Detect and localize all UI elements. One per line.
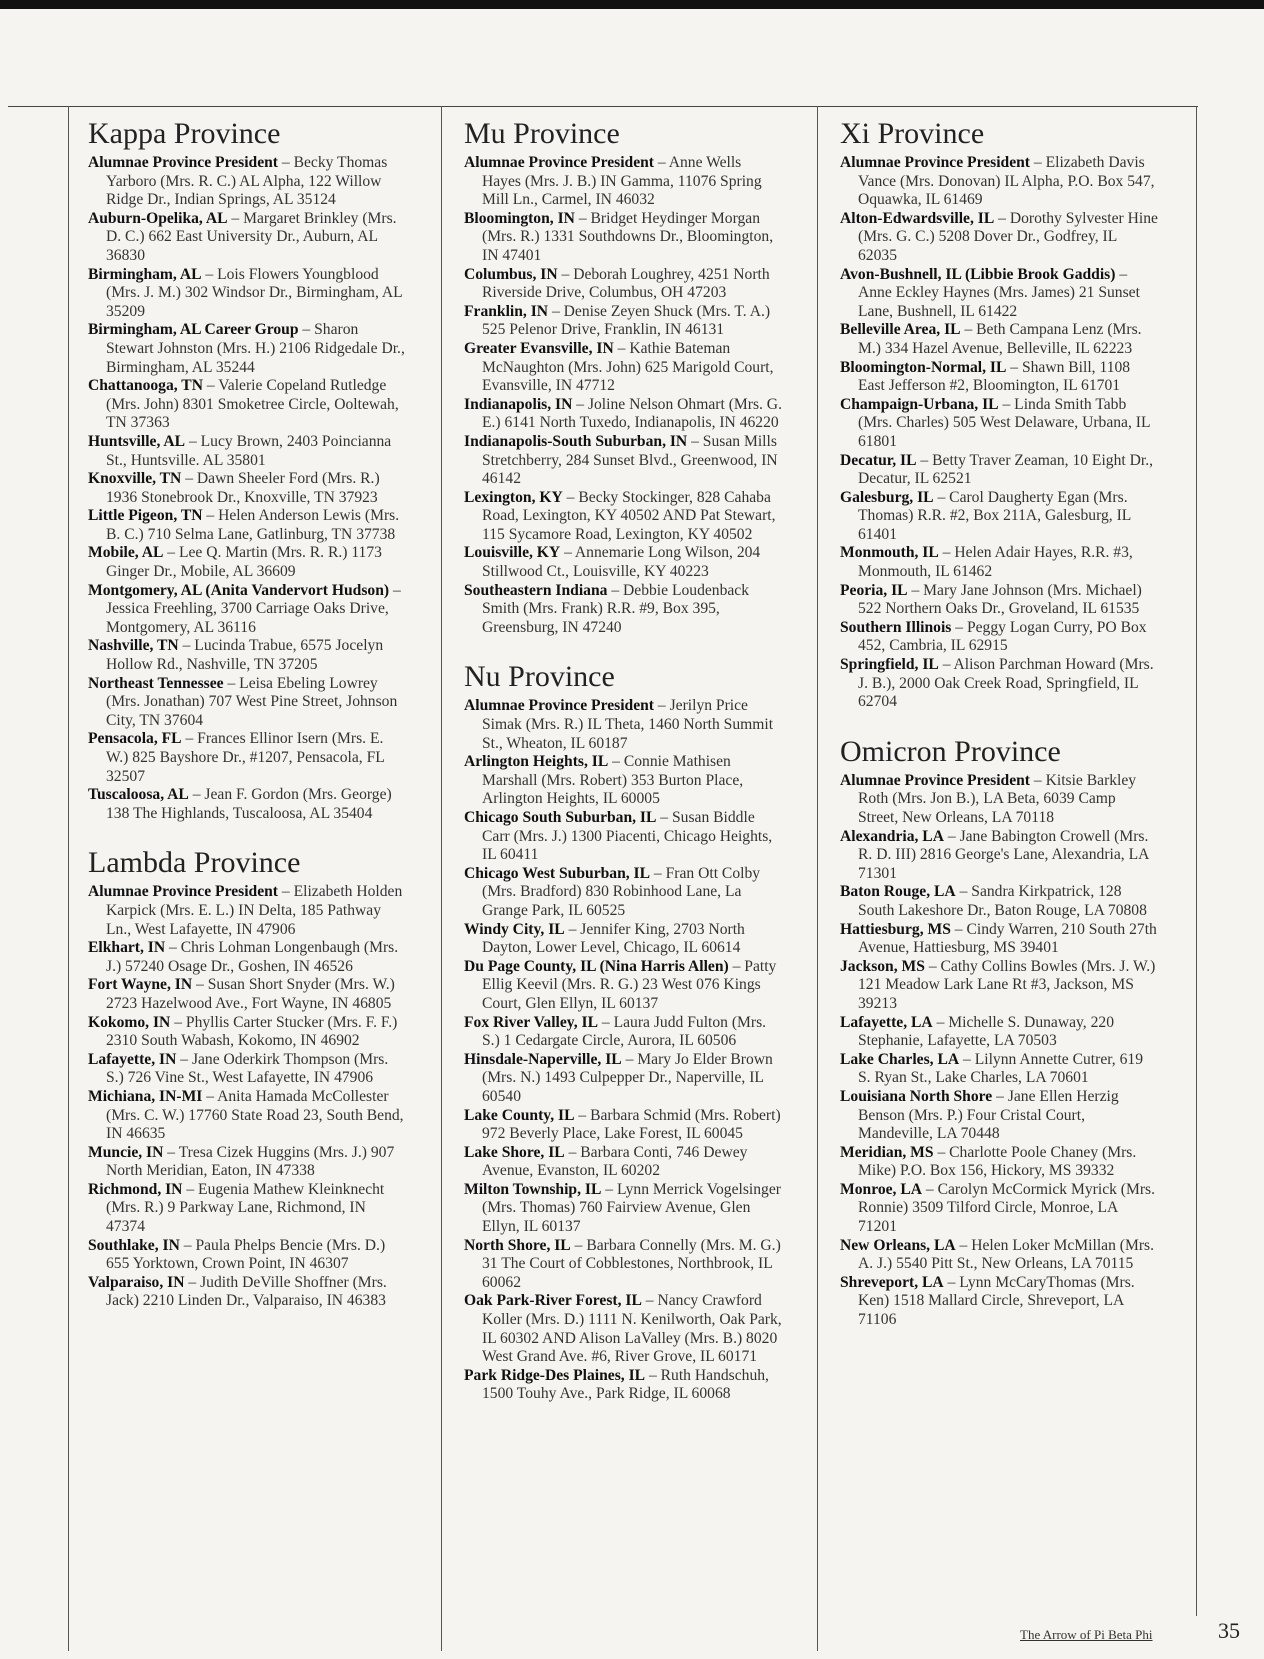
chapter-name: Chattanooga, TN <box>88 377 203 395</box>
province-section <box>464 659 782 1404</box>
chapter-name: Lake Shore, IL <box>464 1143 565 1161</box>
chapter-entry: Park Ridge-Des Plaines, IL – Ruth Handschuh, 1500 Touhy Ave., Park Ridge, IL 60068 <box>464 1366 769 1403</box>
contact-details: Frances Ellinor Isern (Mrs. E. W.) 825 Bayshore Dr., #1207, Pensacola, FL 32507 <box>106 730 385 785</box>
chapter-entry: Avon-Bushnell, IL (Libbie Brook Gaddis) – Anne Eckley Haynes (Mrs. James) 21 Sunset Lane, Bushnell, IL 61422 <box>840 265 1140 320</box>
contact-details: Charlotte Poole Chaney (Mrs. Mike) P.O. Box 156, Hickory, MS 39332 <box>858 1143 1137 1180</box>
header-rule <box>8 106 1198 107</box>
chapter-entry: Louisiana North Shore – Jane Ellen Herzig Benson (Mrs. P.) Four Cristal Court, Mandeville, LA 70448 <box>840 1087 1119 1143</box>
chapter-name: Montgomery, AL (Anita Vandervort Hudson) <box>88 581 390 599</box>
chapter-name: Chicago South Suburban, IL <box>464 809 657 826</box>
contact-details: Deborah Loughrey, 4251 North Riverside Drive, Columbus, OH 47203 <box>482 265 770 302</box>
contact-details: Anita Hamada McCollester (Mrs. C. W.) 17760 State Road 23, South Bend, IN 46635 <box>106 1087 404 1143</box>
chapter-entry: Pensacola, FL – Frances Ellinor Isern (Mrs. E. W.) 825 Bayshore Dr., #1207, Pensacola, FL 32507 <box>88 730 385 785</box>
chapter-entry: Lake County, IL – Barbara Schmid (Mrs. Robert) 972 Beverly Place, Lake Forest, IL 60045 <box>464 1106 781 1143</box>
chapter-entry: Lafayette, LA – Michelle S. Dunaway, 220 Stephanie, Lafayette, LA 70503 <box>840 1013 1114 1050</box>
chapter-name: Baton Rouge, LA <box>840 883 956 901</box>
contact-details: Connie Mathisen Marshall (Mrs. Robert) 353 Burton Place, Arlington Heights, IL 60005 <box>482 753 744 808</box>
chapter-name: Arlington Heights, IL <box>464 753 609 771</box>
chapter-name: Fort Wayne, IN <box>88 976 193 994</box>
chapter-entry: Lake Charles, LA – Lilynn Annette Cutrer, 619 S. Ryan St., Lake Charles, LA 70601 <box>840 1050 1143 1087</box>
chapter-entry: Southlake, IN – Paula Phelps Bencie (Mrs. D.) 655 Yorktown, Crown Point, IN 46307 <box>88 1236 386 1273</box>
chapter-entry: Bloomington, IN – Bridget Heydinger Morgan (Mrs. R.) 1331 Southdowns Dr., Bloomington, IN 47401 <box>464 209 774 264</box>
contact-details: Barbara Schmid (Mrs. Robert) 972 Beverly Place, Lake Forest, IL 60045 <box>482 1106 781 1143</box>
contact-details: Beth Campana Lenz (Mrs. M.) 334 Hazel Avenue, Belleville, IL 62223 <box>858 321 1142 357</box>
contact-details: Barbara Conti, 746 Dewey Avenue, Evanston, IL 60202 <box>482 1143 748 1180</box>
chapter-entry: Chattanooga, TN – Valerie Copeland Rutledge (Mrs. John) 8301 Smoketree Circle, Ooltewah, TN 37363 <box>88 377 399 432</box>
chapter-name: Bloomington-Normal, IL <box>840 358 1007 376</box>
chapter-entry: Decatur, IL – Betty Traver Zeaman, 10 Eight Dr., Decatur, IL 62521 <box>840 451 1154 488</box>
chapter-name: Lake County, IL <box>464 1106 575 1124</box>
chapter-entry: Windy City, IL – Jennifer King, 2703 North Dayton, Lower Level, Chicago, IL 60614 <box>464 920 745 957</box>
contact-details: Cathy Collins Bowles (Mrs. J. W.) 121 Meadow Lark Lane Rt #3, Jackson, MS 39213 <box>858 957 1156 1012</box>
chapter-name: Lafayette, LA <box>840 1013 933 1031</box>
chapter-entry: Lafayette, IN – Jane Oderkirk Thompson (Mrs. S.) 726 Vine St., West Lafayette, IN 47906 <box>88 1050 389 1087</box>
chapter-name: Richmond, IN <box>88 1180 183 1198</box>
chapter-entry: Louisville, KY – Annemarie Long Wilson, 204 Stillwood Ct., Louisville, KY 40223 <box>464 544 761 581</box>
chapter-name: Chicago West Suburban, IL <box>464 864 651 882</box>
contact-details: Linda Smith Tabb (Mrs. Charles) 505 West Delaware, Urbana, IL 61801 <box>858 395 1150 450</box>
contact-details: Sandra Kirkpatrick, 128 South Lakeshore Dr., Baton Rouge, LA 70808 <box>858 883 1147 919</box>
chapter-name: Monroe, LA <box>840 1180 923 1198</box>
contact-details: Susan Biddle Carr (Mrs. J.) 1300 Piacenti, Chicago Heights, IL 60411 <box>482 809 773 864</box>
chapter-name: Champaign-Urbana, IL <box>840 395 999 413</box>
contact-details: Chris Lohman Longenbaugh (Mrs. J.) 57240 Osage Dr., Goshen, IN 46526 <box>106 939 399 975</box>
chapter-entry: Michiana, IN-MI – Anita Hamada McCollester (Mrs. C. W.) 17760 State Road 23, South Bend, IN 46635 <box>88 1087 404 1143</box>
contact-details: Michelle S. Dunaway, 220 Stephanie, Lafayette, LA 70503 <box>858 1013 1114 1050</box>
chapter-entry: Milton Township, IL – Lynn Merrick Vogelsinger (Mrs. Thomas) 760 Fairview Avenue, Glen Ellyn, IL 60137 <box>464 1180 781 1236</box>
page-number: 35 <box>1218 1618 1240 1643</box>
contact-details: Margaret Brinkley (Mrs. D. C.) 662 East University Dr., Auburn, AL 36830 <box>106 209 397 264</box>
chapter-name: Columbus, IN <box>464 265 558 283</box>
contact-details: Patty Ellig Keevil (Mrs. R. G.) 23 West 076 Kings Court, Glen Ellyn, IL 60137 <box>482 957 777 1012</box>
contact-details: Anne Eckley Haynes (Mrs. James) 21 Sunset Lane, Bushnell, IL 61422 <box>858 284 1140 320</box>
chapter-name: Meridian, MS <box>840 1143 934 1161</box>
chapter-entry: Knoxville, TN – Dawn Sheeler Ford (Mrs. R.) 1936 Stonebrook Dr., Knoxville, TN 37923 <box>88 470 380 506</box>
column-rule <box>441 106 442 1651</box>
page-footer <box>1020 1618 1260 1648</box>
chapter-name: Alumnae Province President <box>840 154 1030 171</box>
chapter-entry: Auburn-Opelika, AL – Margaret Brinkley (Mrs. D. C.) 662 East University Dr., Auburn, AL 36830 <box>88 209 397 264</box>
chapter-name: Park Ridge-Des Plaines, IL <box>464 1366 646 1384</box>
contact-details: Becky Thomas Yarboro (Mrs. R. C.) AL Alpha, 122 Willow Ridge Dr., Indian Springs, AL 35124 <box>106 154 388 209</box>
chapter-entry: Hinsdale-Naperville, IL – Mary Jo Elder Brown (Mrs. N.) 1493 Culpepper Dr., Naperville, IL 60540 <box>464 1050 773 1105</box>
contact-details: Jane Oderkirk Thompson (Mrs. S.) 726 Vine St., West Lafayette, IN 47906 <box>106 1050 389 1087</box>
chapter-name: Windy City, IL <box>464 920 565 938</box>
chapter-name: Alumnae Province President <box>88 883 278 901</box>
chapter-entry: Lexington, KY – Becky Stockinger, 828 Cahaba Road, Lexington, KY 40502 AND Pat Stewart, 115 Sycamore Road, Lexington, KY 40502 <box>464 488 776 543</box>
chapter-name: Galesburg, IL <box>840 488 934 506</box>
chapter-entry: Birmingham, AL Career Group – Sharon Stewart Johnston (Mrs. H.) 2106 Ridgedale Dr., Birmingham, AL 35244 <box>88 321 405 376</box>
chapter-entry: Alumnae Province President – Jerilyn Price Simak (Mrs. R.) IL Theta, 1460 North Summit St., Wheaton, IL 60187 <box>464 697 774 752</box>
chapter-name: Elkhart, IN <box>88 939 166 957</box>
chapter-name: Monmouth, IL <box>840 544 939 562</box>
contact-details: Lynn Merrick Vogelsinger (Mrs. Thomas) 760 Fairview Avenue, Glen Ellyn, IL 60137 <box>482 1180 781 1236</box>
chapter-entry: Elkhart, IN – Chris Lohman Longenbaugh (Mrs. J.) 57240 Osage Dr., Goshen, IN 46526 <box>88 939 399 975</box>
contact-details: Kitsie Barkley Roth (Mrs. Jon B.), LA Beta, 6039 Camp Street, New Orleans, LA 70118 <box>858 771 1137 826</box>
province-title: Nu Province <box>464 660 615 694</box>
contact-details: Lucinda Trabue, 6575 Jocelyn Hollow Rd., Nashville, TN 37205 <box>106 637 384 674</box>
chapter-name: New Orleans, LA <box>840 1236 956 1254</box>
chapter-entry: Shreveport, LA – Lynn McCaryThomas (Mrs. Ken) 1518 Mallard Circle, Shreveport, LA 71106 <box>840 1273 1135 1329</box>
chapter-name: Southlake, IN <box>88 1236 180 1254</box>
chapter-entry: Alumnae Province President – Elizabeth Davis Vance (Mrs. Donovan) IL Alpha, P.O. Box 547, Oquawka, IL 61469 <box>840 154 1155 209</box>
contact-details: Denise Zeyen Shuck (Mrs. T. A.) 525 Pelenor Drive, Franklin, IN 46131 <box>482 302 771 339</box>
contact-details: Anne Wells Hayes (Mrs. J. B.) IN Gamma, 11076 Spring Mill Ln., Carmel, IN 46032 <box>482 154 762 209</box>
contact-details: Jessica Freehling, 3700 Carriage Oaks Drive, Montgomery, AL 36116 <box>106 600 389 636</box>
contact-details: Jean F. Gordon (Mrs. George) 138 The Highlands, Tuscaloosa, AL 35404 <box>106 786 392 822</box>
chapter-entry: Huntsville, AL – Lucy Brown, 2403 Poincianna St., Huntsville. AL 35801 <box>88 432 392 469</box>
chapter-name: Pensacola, FL <box>88 730 182 748</box>
chapter-entry: Fox River Valley, IL – Laura Judd Fulton (Mrs. S.) 1 Cedargate Circle, Aurora, IL 60506 <box>464 1013 767 1050</box>
province-title: Omicron Province <box>840 734 1061 768</box>
chapter-name: Southeastern Indiana <box>464 581 608 599</box>
contact-details: Bridget Heydinger Morgan (Mrs. R.) 1331 Southdowns Dr., Bloomington, IN 47401 <box>482 209 774 264</box>
chapter-name: Indianapolis, IN <box>464 395 573 413</box>
chapter-name: Belleville Area, IL <box>840 321 961 339</box>
contact-details: Mary Jane Johnson (Mrs. Michael) 522 Northern Oaks Dr., Groveland, IL 61535 <box>858 581 1142 618</box>
chapter-entry: Monroe, LA – Carolyn McCormick Myrick (Mrs. Ronnie) 3509 Tilford Circle, Monroe, LA 71201 <box>840 1180 1156 1236</box>
chapter-name: Southern Illinois <box>840 618 952 636</box>
chapter-name: Franklin, IN <box>464 302 549 320</box>
contact-details: Lilynn Annette Cutrer, 619 S. Ryan St., Lake Charles, LA 70601 <box>858 1050 1143 1087</box>
contact-details: Phyllis Carter Stucker (Mrs. F. F.) 2310 South Wabash, Kokomo, IN 46902 <box>106 1013 398 1050</box>
chapter-entry: Fort Wayne, IN – Susan Short Snyder (Mrs. W.) 2723 Hazelwood Ave., Fort Wayne, IN 46805 <box>88 976 395 1012</box>
contact-details: Helen Loker McMillan (Mrs. A. J.) 5540 Pitt St., New Orleans, LA 70115 <box>858 1236 1154 1273</box>
chapter-name: Alumnae Province President <box>88 154 278 171</box>
chapter-name: Nashville, TN <box>88 637 179 655</box>
contact-details: Mary Jo Elder Brown (Mrs. N.) 1493 Culpepper Dr., Naperville, IL 60540 <box>482 1050 773 1105</box>
chapter-entry: Southeastern Indiana – Debbie Loudenback Smith (Mrs. Frank) R.R. #9, Box 395, Greensburg, IN 47240 <box>464 581 750 636</box>
contact-details: Judith DeVille Shoffner (Mrs. Jack) 2210 Linden Dr., Valparaiso, IN 46383 <box>106 1273 387 1310</box>
contact-details: Jerilyn Price Simak (Mrs. R.) IL Theta, 1460 North Summit St., Wheaton, IL 60187 <box>482 697 774 752</box>
chapter-entry: Birmingham, AL – Lois Flowers Youngblood (Mrs. J. M.) 302 Windsor Dr., Birmingham, AL 35209 <box>88 265 403 320</box>
chapter-entry: Hattiesburg, MS – Cindy Warren, 210 South 27th Avenue, Hattiesburg, MS 39401 <box>840 920 1157 957</box>
chapter-name: Hattiesburg, MS <box>840 920 951 938</box>
contact-details: Helen Adair Hayes, R.R. #3, Monmouth, IL 61462 <box>858 544 1133 581</box>
chapter-entry: Bloomington-Normal, IL – Shawn Bill, 1108 East Jefferson #2, Bloomington, IL 61701 <box>840 358 1131 395</box>
chapter-entry: Montgomery, AL (Anita Vandervort Hudson) – Jessica Freehling, 3700 Carriage Oaks Drive, Montgomery, AL 36116 <box>88 581 401 636</box>
chapter-name: Tuscaloosa, AL <box>88 786 189 804</box>
chapter-name: Alton-Edwardsville, IL <box>840 209 995 227</box>
chapter-entry: Monmouth, IL – Helen Adair Hayes, R.R. #3, Monmouth, IL 61462 <box>840 544 1133 581</box>
chapter-name: Louisville, KY <box>464 544 561 562</box>
chapter-entry: North Shore, IL – Barbara Connelly (Mrs. M. G.) 31 The Court of Cobblestones, Northbrook, IL 60062 <box>464 1236 781 1291</box>
contact-details: Jennifer King, 2703 North Dayton, Lower Level, Chicago, IL 60614 <box>482 920 745 957</box>
chapter-name: Hinsdale-Naperville, IL <box>464 1050 622 1068</box>
chapter-name: Little Pigeon, TN <box>88 507 203 525</box>
chapter-entry: Du Page County, IL (Nina Harris Allen) – Patty Ellig Keevil (Mrs. R. G.) 23 West 076 Kings Court, Glen Ellyn, IL 60137 <box>464 957 777 1012</box>
contact-details: Lynn McCaryThomas (Mrs. Ken) 1518 Mallard Circle, Shreveport, LA 71106 <box>858 1273 1135 1329</box>
chapter-entry: Indianapolis-South Suburban, IN – Susan Mills Stretchberry, 284 Sunset Blvd., Greenwood, IN 46142 <box>464 432 778 488</box>
contact-details: Valerie Copeland Rutledge (Mrs. John) 8301 Smoketree Circle, Ooltewah, TN 37363 <box>106 377 399 432</box>
chapter-entry: Chicago West Suburban, IL – Fran Ott Colby (Mrs. Bradford) 830 Robinhood Lane, La Grange Park, IL 60525 <box>464 864 761 919</box>
chapter-name: Lexington, KY <box>464 488 563 506</box>
chapter-name: Decatur, IL <box>840 451 917 469</box>
chapter-name: Bloomington, IN <box>464 209 575 227</box>
chapter-entry: Alumnae Province President – Anne Wells Hayes (Mrs. J. B.) IN Gamma, 11076 Spring Mill Ln., Carmel, IN 46032 <box>464 154 762 209</box>
chapter-name: Du Page County, IL (Nina Harris Allen) <box>464 957 729 975</box>
chapter-entry: Greater Evansville, IN – Kathie Bateman McNaughton (Mrs. John) 625 Marigold Court, Evansville, IN 47712 <box>464 339 774 395</box>
chapter-entry: Meridian, MS – Charlotte Poole Chaney (Mrs. Mike) P.O. Box 156, Hickory, MS 39332 <box>840 1143 1137 1180</box>
chapter-entry: Champaign-Urbana, IL – Linda Smith Tabb (Mrs. Charles) 505 West Delaware, Urbana, IL 61801 <box>840 395 1150 450</box>
column-3 <box>840 116 1158 1330</box>
chapter-entry: Alumnae Province President – Elizabeth Holden Karpick (Mrs. E. L.) IN Delta, 185 Pathway Ln., West Lafayette, IN 47906 <box>88 883 403 938</box>
contact-details: Peggy Logan Curry, PO Box 452, Cambria, IL 62915 <box>858 618 1147 655</box>
contact-details: Helen Anderson Lewis (Mrs. B. C.) 710 Selma Lane, Gatlinburg, TN 37738 <box>106 507 400 543</box>
chapter-name: Muncie, IN <box>88 1143 164 1161</box>
contact-details: Elizabeth Holden Karpick (Mrs. E. L.) IN Delta, 185 Pathway Ln., West Lafayette, IN 47906 <box>106 883 403 938</box>
chapter-entry: Chicago South Suburban, IL – Susan Biddle Carr (Mrs. J.) 1300 Piacenti, Chicago Heights, IL 60411 <box>464 809 773 864</box>
chapter-entry: Arlington Heights, IL – Connie Mathisen Marshall (Mrs. Robert) 353 Burton Place, Arlington Heights, IL 60005 <box>464 753 744 808</box>
chapter-name: Michiana, IN-MI <box>88 1087 203 1105</box>
chapter-entry: Nashville, TN – Lucinda Trabue, 6575 Jocelyn Hollow Rd., Nashville, TN 37205 <box>88 637 384 674</box>
chapter-name: Lake Charles, LA <box>840 1050 960 1068</box>
chapter-name: Shreveport, LA <box>840 1273 944 1291</box>
chapter-entry: Alton-Edwardsville, IL – Dorothy Sylvester Hine (Mrs. G. C.) 5208 Dover Dr., Godfrey, IL 62035 <box>840 209 1158 264</box>
chapter-entry: Mobile, AL – Lee Q. Martin (Mrs. R. R.) 1173 Ginger Dr., Mobile, AL 36609 <box>88 544 382 581</box>
contact-details: Elizabeth Davis Vance (Mrs. Donovan) IL Alpha, P.O. Box 547, Oquawka, IL 61469 <box>858 154 1155 209</box>
province-section <box>840 116 1158 712</box>
contact-details: Becky Stockinger, 828 Cahaba Road, Lexington, KY 40502 AND Pat Stewart, 115 Sycamore Road, Lexington, KY 40502 <box>482 488 776 543</box>
contact-details: Jane Ellen Herzig Benson (Mrs. P.) Four Cristal Court, Mandeville, LA 70448 <box>858 1087 1119 1143</box>
chapter-name: Greater Evansville, IN <box>464 339 614 357</box>
contact-details: Carol Daugherty Egan (Mrs. Thomas) R.R. #2, Box 211A, Galesburg, IL 61401 <box>858 488 1131 543</box>
chapter-entry: Lake Shore, IL – Barbara Conti, 746 Dewey Avenue, Evanston, IL 60202 <box>464 1143 748 1180</box>
chapter-entry: Columbus, IN – Deborah Loughrey, 4251 North Riverside Drive, Columbus, OH 47203 <box>464 265 770 302</box>
contact-details: Alison Parchman Howard (Mrs. J. B.), 2000 Oak Creek Road, Springfield, IL 62704 <box>858 656 1154 711</box>
chapter-entry: Little Pigeon, TN – Helen Anderson Lewis (Mrs. B. C.) 710 Selma Lane, Gatlinburg, TN 37738 <box>88 507 400 543</box>
province-section <box>88 845 406 1311</box>
contact-details: Dawn Sheeler Ford (Mrs. R.) 1936 Stonebrook Dr., Knoxville, TN 37923 <box>106 470 380 506</box>
chapter-entry: Alumnae Province President – Kitsie Barkley Roth (Mrs. Jon B.), LA Beta, 6039 Camp Street, New Orleans, LA 70118 <box>840 771 1137 826</box>
chapter-name: Birmingham, AL Career Group <box>88 321 299 339</box>
contact-details: Joline Nelson Ohmart (Mrs. G. E.) 6141 North Tuxedo, Indianapolis, IN 46220 <box>482 395 782 432</box>
contact-details: Annemarie Long Wilson, 204 Stillwood Ct., Louisville, KY 40223 <box>482 544 761 581</box>
contact-details: Lucy Brown, 2403 Poincianna St., Huntsville. AL 35801 <box>106 432 392 469</box>
province-section <box>840 734 1158 1330</box>
column-rule <box>1196 106 1197 1616</box>
chapter-entry: Southern Illinois – Peggy Logan Curry, PO Box 452, Cambria, IL 62915 <box>840 618 1147 655</box>
contact-details: Laura Judd Fulton (Mrs. S.) 1 Cedargate Circle, Aurora, IL 60506 <box>482 1013 767 1050</box>
contact-details: Ruth Handschuh, 1500 Touhy Ave., Park Ridge, IL 60068 <box>482 1366 769 1403</box>
chapter-name: Mobile, AL <box>88 544 164 562</box>
chapter-entry: Northeast Tennessee – Leisa Ebeling Lowrey (Mrs. Jonathan) 707 West Pine Street, Johnson City, TN 37604 <box>88 674 398 729</box>
chapter-entry: Alexandria, LA – Jane Babington Crowell (Mrs. R. D. III) 2816 George's Lane, Alexandria, LA 71301 <box>840 827 1149 882</box>
chapter-entry: Jackson, MS – Cathy Collins Bowles (Mrs. J. W.) 121 Meadow Lark Lane Rt #3, Jackson, MS 39213 <box>840 957 1156 1012</box>
contact-details: Jane Babington Crowell (Mrs. R. D. III) 2816 George's Lane, Alexandria, LA 71301 <box>858 827 1149 882</box>
publication-title: The Arrow of Pi Beta Phi <box>1020 1627 1153 1642</box>
chapter-entry: Muncie, IN – Tresa Cizek Huggins (Mrs. J.) 907 North Meridian, Eaton, IN 47338 <box>88 1143 395 1180</box>
contact-details: Dorothy Sylvester Hine (Mrs. G. C.) 5208 Dover Dr., Godfrey, IL 62035 <box>858 209 1158 264</box>
column-2 <box>464 116 782 1404</box>
province-title: Mu Province <box>464 117 620 150</box>
chapter-entry: Indianapolis, IN – Joline Nelson Ohmart (Mrs. G. E.) 6141 North Tuxedo, Indianapolis, IN 46220 <box>464 395 782 432</box>
chapter-name: Avon-Bushnell, IL (Libbie Brook Gaddis) <box>840 265 1116 283</box>
chapter-name: Indianapolis-South Suburban, IN <box>464 432 688 450</box>
chapter-entry: Kokomo, IN – Phyllis Carter Stucker (Mrs. F. F.) 2310 South Wabash, Kokomo, IN 46902 <box>88 1013 398 1050</box>
chapter-name: Oak Park-River Forest, IL <box>464 1292 642 1310</box>
contact-details: Sharon Stewart Johnston (Mrs. H.) 2106 Ridgedale Dr., Birmingham, AL 35244 <box>106 321 405 376</box>
chapter-entry: Richmond, IN – Eugenia Mathew Kleinknecht (Mrs. R.) 9 Parkway Lane, Richmond, IN 47374 <box>88 1180 385 1236</box>
chapter-name: Kokomo, IN <box>88 1013 171 1031</box>
chapter-name: Alumnae Province President <box>464 154 654 171</box>
contact-details: Betty Traver Zeaman, 10 Eight Dr., Decatur, IL 62521 <box>858 451 1154 488</box>
chapter-name: Birmingham, AL <box>88 265 202 283</box>
column-rule <box>68 106 69 1651</box>
chapter-name: Springfield, IL <box>840 656 939 674</box>
chapter-name: Peoria, IL <box>840 581 908 599</box>
contact-details: Carolyn McCormick Myrick (Mrs. Ronnie) 3509 Tilford Circle, Monroe, LA 71201 <box>858 1180 1156 1236</box>
column-rule <box>817 106 818 1651</box>
chapter-name: North Shore, IL <box>464 1236 571 1254</box>
contact-details: Fran Ott Colby (Mrs. Bradford) 830 Robinhood Lane, La Grange Park, IL 60525 <box>482 864 761 919</box>
contact-details: Susan Short Snyder (Mrs. W.) 2723 Hazelwood Ave., Fort Wayne, IN 46805 <box>106 976 395 1012</box>
province-title: Lambda Province <box>88 846 301 880</box>
chapter-name: Auburn-Opelika, AL <box>88 209 228 227</box>
chapter-entry: Belleville Area, IL – Beth Campana Lenz (Mrs. M.) 334 Hazel Avenue, Belleville, IL 62223 <box>840 321 1142 357</box>
chapter-name: Milton Township, IL <box>464 1180 602 1198</box>
chapter-entry: New Orleans, LA – Helen Loker McMillan (Mrs. A. J.) 5540 Pitt St., New Orleans, LA 70115 <box>840 1236 1154 1273</box>
chapter-name: Louisiana North Shore <box>840 1087 993 1105</box>
contact-details: Cindy Warren, 210 South 27th Avenue, Hattiesburg, MS 39401 <box>858 920 1157 957</box>
province-section <box>88 116 406 823</box>
chapter-entry: Alumnae Province President – Becky Thomas Yarboro (Mrs. R. C.) AL Alpha, 122 Willow Ridge Dr., Indian Springs, AL 35124 <box>88 154 388 209</box>
chapter-name: Lafayette, IN <box>88 1050 177 1068</box>
contact-details: Barbara Connelly (Mrs. M. G.) 31 The Court of Cobblestones, Northbrook, IL 60062 <box>482 1236 781 1291</box>
chapter-entry: Oak Park-River Forest, IL – Nancy Crawford Koller (Mrs. D.) 1111 N. Kenilworth, Oak Park, IL 60302 AND Alison LaValley (Mrs. B.) 8020 West Grand Ave. #6, River Grove, IL 60171 <box>464 1292 782 1366</box>
province-title: Kappa Province <box>88 117 281 150</box>
contact-details: Paula Phelps Bencie (Mrs. D.) 655 Yorktown, Crown Point, IN 46307 <box>106 1236 386 1273</box>
chapter-entry: Franklin, IN – Denise Zeyen Shuck (Mrs. T. A.) 525 Pelenor Drive, Franklin, IN 46131 <box>464 302 771 339</box>
contact-details: Leisa Ebeling Lowrey (Mrs. Jonathan) 707 West Pine Street, Johnson City, TN 37604 <box>106 674 398 729</box>
contact-details: Lois Flowers Youngblood (Mrs. J. M.) 302 Windsor Dr., Birmingham, AL 35209 <box>106 265 403 320</box>
column-1 <box>88 116 406 1311</box>
chapter-entry: Galesburg, IL – Carol Daugherty Egan (Mrs. Thomas) R.R. #2, Box 211A, Galesburg, IL 61401 <box>840 488 1131 543</box>
chapter-name: Fox River Valley, IL <box>464 1013 599 1031</box>
chapter-name: Northeast Tennessee <box>88 674 224 692</box>
chapter-name: Valparaiso, IN <box>88 1273 185 1291</box>
contact-details: Eugenia Mathew Kleinknecht (Mrs. R.) 9 Parkway Lane, Richmond, IN 47374 <box>106 1180 385 1236</box>
chapter-name: Jackson, MS <box>840 957 925 975</box>
contact-details: Kathie Bateman McNaughton (Mrs. John) 625 Marigold Court, Evansville, IN 47712 <box>482 339 774 395</box>
chapter-name: Alumnae Province President <box>464 697 654 715</box>
chapter-name: Alexandria, LA <box>840 827 944 845</box>
chapter-entry: Valparaiso, IN – Judith DeVille Shoffner (Mrs. Jack) 2210 Linden Dr., Valparaiso, IN 46383 <box>88 1273 387 1310</box>
contact-details: Nancy Crawford Koller (Mrs. D.) 1111 N. Kenilworth, Oak Park, IL 60302 AND Alison LaValley (Mrs. B.) 8020 West Grand Ave. #6, River Grove, IL 60171 <box>482 1292 782 1366</box>
province-section <box>464 116 782 637</box>
province-title: Xi Province <box>840 117 985 150</box>
contact-details: Debbie Loudenback Smith (Mrs. Frank) R.R. #9, Box 395, Greensburg, IN 47240 <box>482 581 750 636</box>
chapter-entry: Baton Rouge, LA – Sandra Kirkpatrick, 128 South Lakeshore Dr., Baton Rouge, LA 70808 <box>840 883 1147 919</box>
chapter-entry: Springfield, IL – Alison Parchman Howard (Mrs. J. B.), 2000 Oak Creek Road, Springfield, IL 62704 <box>840 656 1154 711</box>
top-border <box>0 0 1264 9</box>
chapter-name: Huntsville, AL <box>88 432 186 450</box>
chapter-entry: Tuscaloosa, AL – Jean F. Gordon (Mrs. George) 138 The Highlands, Tuscaloosa, AL 35404 <box>88 786 392 822</box>
contact-details: Tresa Cizek Huggins (Mrs. J.) 907 North Meridian, Eaton, IN 47338 <box>106 1143 395 1180</box>
chapter-name: Knoxville, TN <box>88 470 182 488</box>
contact-details: Lee Q. Martin (Mrs. R. R.) 1173 Ginger Dr., Mobile, AL 36609 <box>106 544 382 581</box>
contact-details: Shawn Bill, 1108 East Jefferson #2, Bloomington, IL 61701 <box>858 358 1131 395</box>
contact-details: Susan Mills Stretchberry, 284 Sunset Blvd., Greenwood, IN 46142 <box>482 432 778 488</box>
chapter-entry: Peoria, IL – Mary Jane Johnson (Mrs. Michael) 522 Northern Oaks Dr., Groveland, IL 61535 <box>840 581 1142 618</box>
chapter-name: Alumnae Province President <box>840 771 1030 789</box>
